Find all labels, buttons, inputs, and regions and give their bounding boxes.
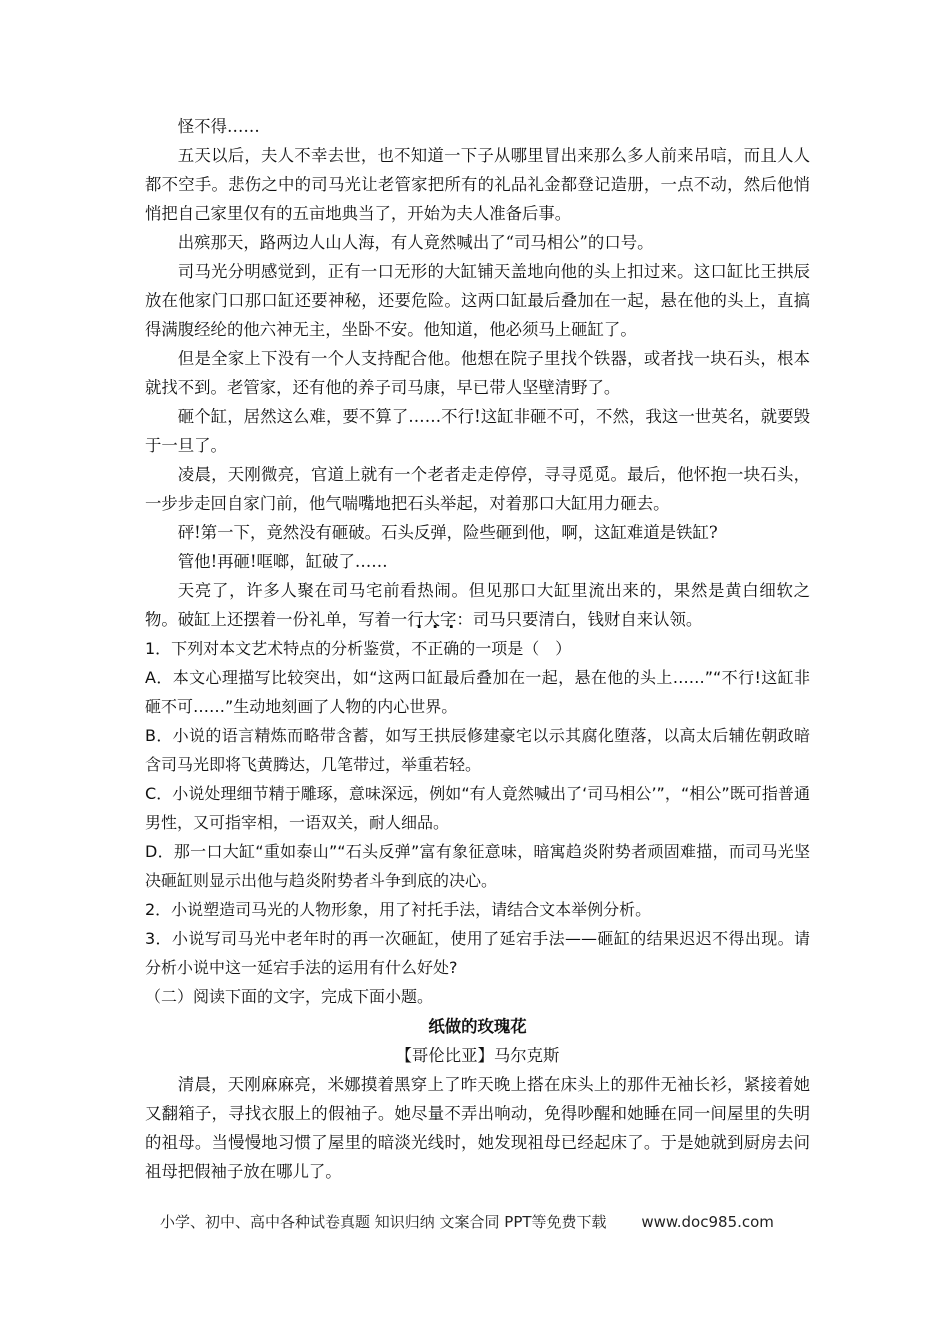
article-title: 纸做的玫瑰花 <box>428 1017 527 1036</box>
story-paragraph: 砰!第一下，竟然没有砸破。石头反弹，险些砸到他，啊，这缸难道是铁缸? <box>177 523 718 542</box>
footer-text: 小学、初中、高中各种试卷真题 知识归纳 文案合同 PPT等免费下载 <box>160 1213 607 1231</box>
story-paragraph: 凌晨，天刚微亮，官道上就有一个老者走走停停，寻寻觅觅。最后，他怀抱一块石头，一步步走回自家门前，他气喘嘴地把石头举起，对着那口大缸用力砸去。 <box>145 465 810 513</box>
article-paragraph: 清晨，天刚麻麻亮，米娜摸着黑穿上了昨天晚上搭在床头上的那件无袖长衫，紧接着她又翻箱子，寻找衣服上的假袖子。她尽量不弄出响动，免得吵醒和她睡在同一间屋里的失明的祖母。当慢慢地习惯了屋里的暗淡光线时，她发现祖母已经起床了。于是她就到厨房去问祖母把假袖子放在哪儿了。 <box>145 1075 810 1181</box>
story-paragraph: 司马光分明感觉到，正有一口无形的大缸铺天盖地向他的头上扣过来。这口缸比王拱辰放在他家门口那口缸还要神秘，还要危险。这两口缸最后叠加在一起，悬在他的头上，直搞得满腹经纶的他六神无主，坐卧不安。他知道，他必须马上砸缸了。 <box>145 262 810 339</box>
emphasis-char: 确 <box>443 639 460 658</box>
page-content <box>145 112 810 1186</box>
story-paragraph: 但是全家上下没有一个人支持配合他。他想在院子里找个铁器，或者找一块石头，根本就找不到。老管家，还有他的养子司马康，早已带人坚壁清野了。 <box>145 349 810 397</box>
story-paragraph: 天亮了，许多人聚在司马宅前看热闹。但见那口大缸里流出来的，果然是黄白细软之物。破缸上还摆着一份礼单，写着一行大字：司马只要清白，钱财自来认领。 <box>145 581 810 629</box>
option-c: C．小说处理细节精于雕琢，意味深远，例如“有人竟然喊出了‘司马相公’”，“相公”既可指普通男性，又可指宰相，一语双关，耐人细品。 <box>145 784 810 832</box>
question-1-stem: 1．下列对本文艺术特点的分析鉴赏， <box>145 639 412 658</box>
emphasis-char: 正 <box>427 639 444 658</box>
footer-url[interactable]: www.doc985.com <box>641 1213 774 1231</box>
article-author: 【哥伦比亚】马尔克斯 <box>395 1046 560 1065</box>
option-a: A．本文心理描写比较突出，如“这两口缸最后叠加在一起，悬在他的头上……”“不行!这缸非砸不可……”生动地刻画了人物的内心世界。 <box>145 668 810 716</box>
section-2 <box>145 982 810 1186</box>
page-footer <box>160 1211 800 1232</box>
story-paragraph: 怪不得…… <box>177 117 260 136</box>
question-3: 3．小说写司马光中老年时的再一次砸缸，使用了延宕手法——砸缸的结果迟迟不得出现。请分析小说中这一延宕手法的运用有什么好处? <box>145 929 810 977</box>
option-d: D．那一口大缸“重如泰山”“石头反弹”富有象征意味，暗寓趋炎附势者顽固难描，而司马光坚决砸缸则显示出他与趋炎附势者斗争到底的决心。 <box>145 842 810 890</box>
emphasis-char: 不 <box>411 639 428 658</box>
questions-section <box>145 634 810 982</box>
story-excerpt <box>145 112 810 634</box>
question-1 <box>145 634 810 663</box>
story-paragraph: 五天以后，夫人不幸去世，也不知道一下子从哪里冒出来那么多人前来吊唁，而且人人都不空手。悲伤之中的司马光让老管家把所有的礼品礼金都登记造册，一点不动，然后他悄悄把自己家里仅有的五亩地典当了，开始为夫人准备后事。 <box>145 146 810 223</box>
story-paragraph: 出殡那天，路两边人山人海，有人竟然喊出了“司马相公”的口号。 <box>177 233 654 252</box>
story-paragraph: 砸个缸，居然这么难，要不算了……不行!这缸非砸不可，不然，我这一世英名，就要毁于一旦了。 <box>145 407 810 455</box>
option-b: B．小说的语言精炼而略带含蓄，如写王拱辰修建豪宅以示其腐化堕落，以高太后辅佐朝政暗含司马光即将飞黄腾达，几笔带过，举重若轻。 <box>145 726 810 774</box>
story-paragraph: 管他!再砸!哐啷，缸破了…… <box>177 552 388 571</box>
section-heading: （二）阅读下面的文字，完成下面小题。 <box>145 987 434 1006</box>
question-2: 2．小说塑造司马光的人物形象，用了衬托手法，请结合文本举例分析。 <box>145 900 652 919</box>
question-1-stem-end: 的一项是（ ） <box>459 639 572 658</box>
